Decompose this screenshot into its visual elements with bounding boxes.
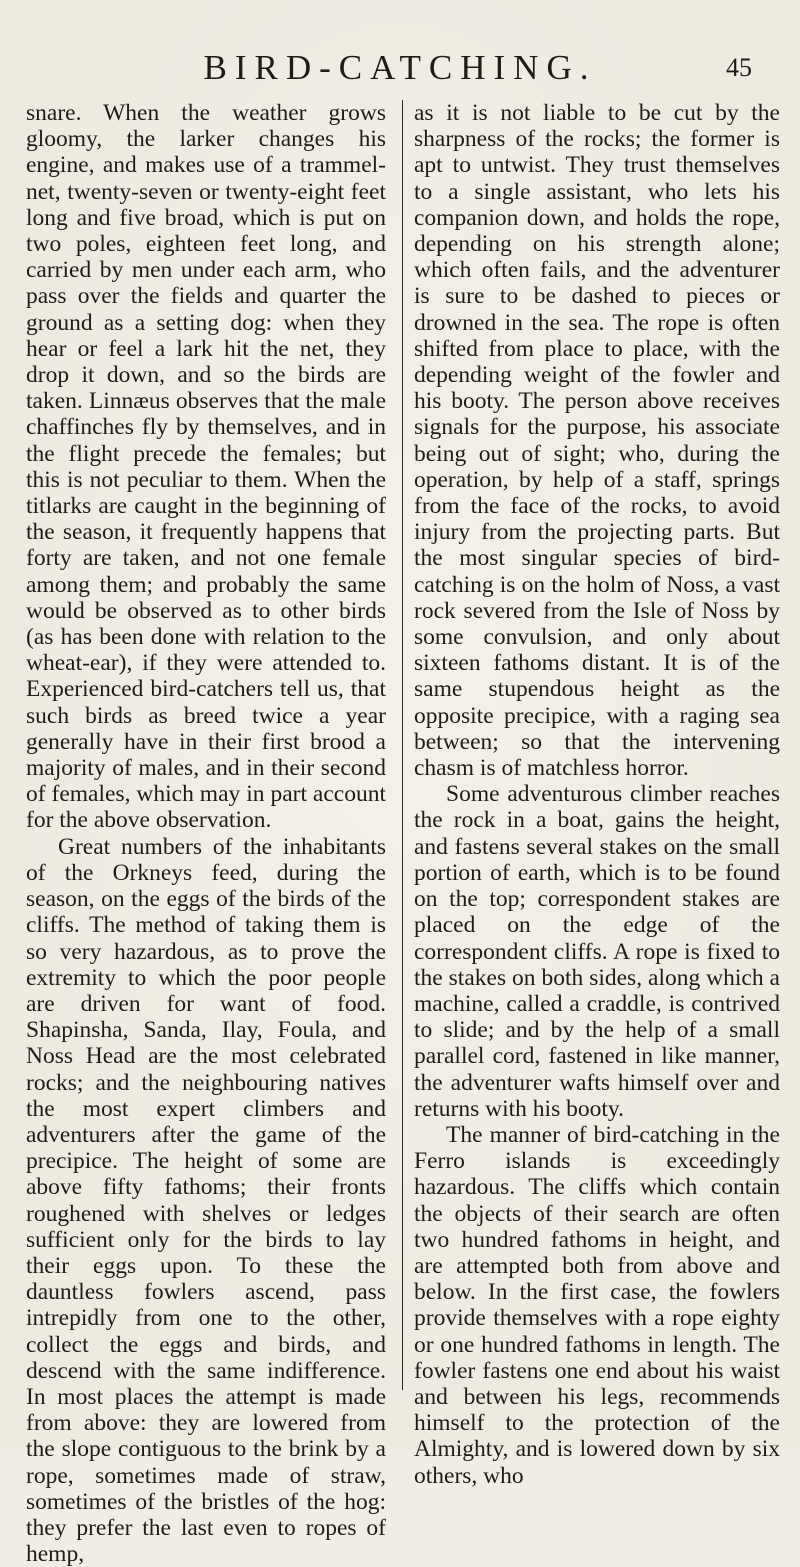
page-number: 45 [726, 53, 752, 82]
right-column [414, 100, 780, 1489]
left-column [26, 100, 386, 1567]
right-paragraph-1: as it is not liable to be cut by the sharpness of the rocks; the former is apt to untwist. They trust themselves to a single assistant, who lets his companion down, and holds the rope, depending on his strength alone; which often fails, and the adventurer is sure to be dashed to pieces or drowned in the sea. The rope is often shifted from place to place, with the depending weight of the fowler and his booty. The person above receives signals for the purpose, his associate being out of sight; who, during the operation, by help of a staff, springs from the face of the rocks, to avoid injury from the projecting parts. But the most singular species of bird-catching is on the holm of Noss, a vast rock severed from the Isle of Noss by some convulsion, and only about sixteen fathoms distant. It is of the same stupendous height as the opposite precipice, with a raging sea between; so that the intervening chasm is of matchless horror. [414, 100, 780, 782]
right-paragraph-3: The manner of bird-catching in the Ferro islands is exceedingly hazardous. The cliffs which contain the objects of their search are often two hundred fathoms in height, and are attempted both from above and below. In the first case, the fowlers provide themselves with a rope eighty or one hundred fathoms in length. The fowler fastens one end about his waist and between his legs, recommends himself to the protection of the Almighty, and is lowered down by six others, who [414, 1121, 780, 1489]
left-paragraph-1: snare. When the weather grows gloomy, the larker changes his engine, and makes use of a trammel-net, twenty-seven or twenty-eight feet long and five broad, which is put on two poles, eighteen feet long, and carried by men under each arm, who pass over the fields and quarter the ground as a setting dog: when they hear or feel a lark hit the net, they drop it down, and so the birds are taken. Linnæus observes that the male chaffinches fly by themselves, and in the flight precede the females; but this is not peculiar to them. When the titlarks are caught in the beginning of the season, it frequently happens that forty are taken, and not one female among them; and probably the same would be observed as to other birds (as has been done with relation to the wheat-ear), if they were attended to. Experienced bird-catchers tell us, that such birds as breed twice a year generally have in their first brood a majority of males, and in their second of females, which may in part account for the above observation. [26, 100, 386, 834]
right-paragraph-2: Some adventurous climber reaches the rock in a boat, gains the height, and fastens several stakes on the small portion of earth, which is to be found on the top; correspondent stakes are placed on the edge of the correspondent cliffs. A rope is fixed to the stakes on both sides, along which a machine, called a craddle, is contrived to slide; and by the help of a small parallel cord, fastened in like manner, the adventurer wafts himself over and returns with his booty. [414, 781, 780, 1122]
left-paragraph-2: Great numbers of the inhabitants of the Orkneys feed, during the season, on the eggs of the birds of the cliffs. The method of taking them is so very hazardous, as to prove the extremity to which the poor people are driven for want of food. Shapinsha, Sanda, Ilay, Foula, and Noss Head are the most celebrated rocks; and the neighbouring natives the most expert climbers and adventurers after the game of the precipice. The height of some are above fifty fathoms; their fronts roughened with shelves or ledges sufficient only for the birds to lay their eggs upon. To these the dauntless fowlers ascend, pass intrepidly from one to the other, collect the eggs and birds, and descend with the same indifference. In most places the attempt is made from above: they are lowered from the slope contiguous to the brink by a rope, sometimes made of straw, sometimes of the bristles of the hog: they prefer the last even to ropes of hemp, [26, 833, 386, 1567]
column-divider [402, 100, 403, 1390]
running-title: BIRD-CATCHING. [203, 48, 597, 87]
page-header [0, 40, 800, 96]
